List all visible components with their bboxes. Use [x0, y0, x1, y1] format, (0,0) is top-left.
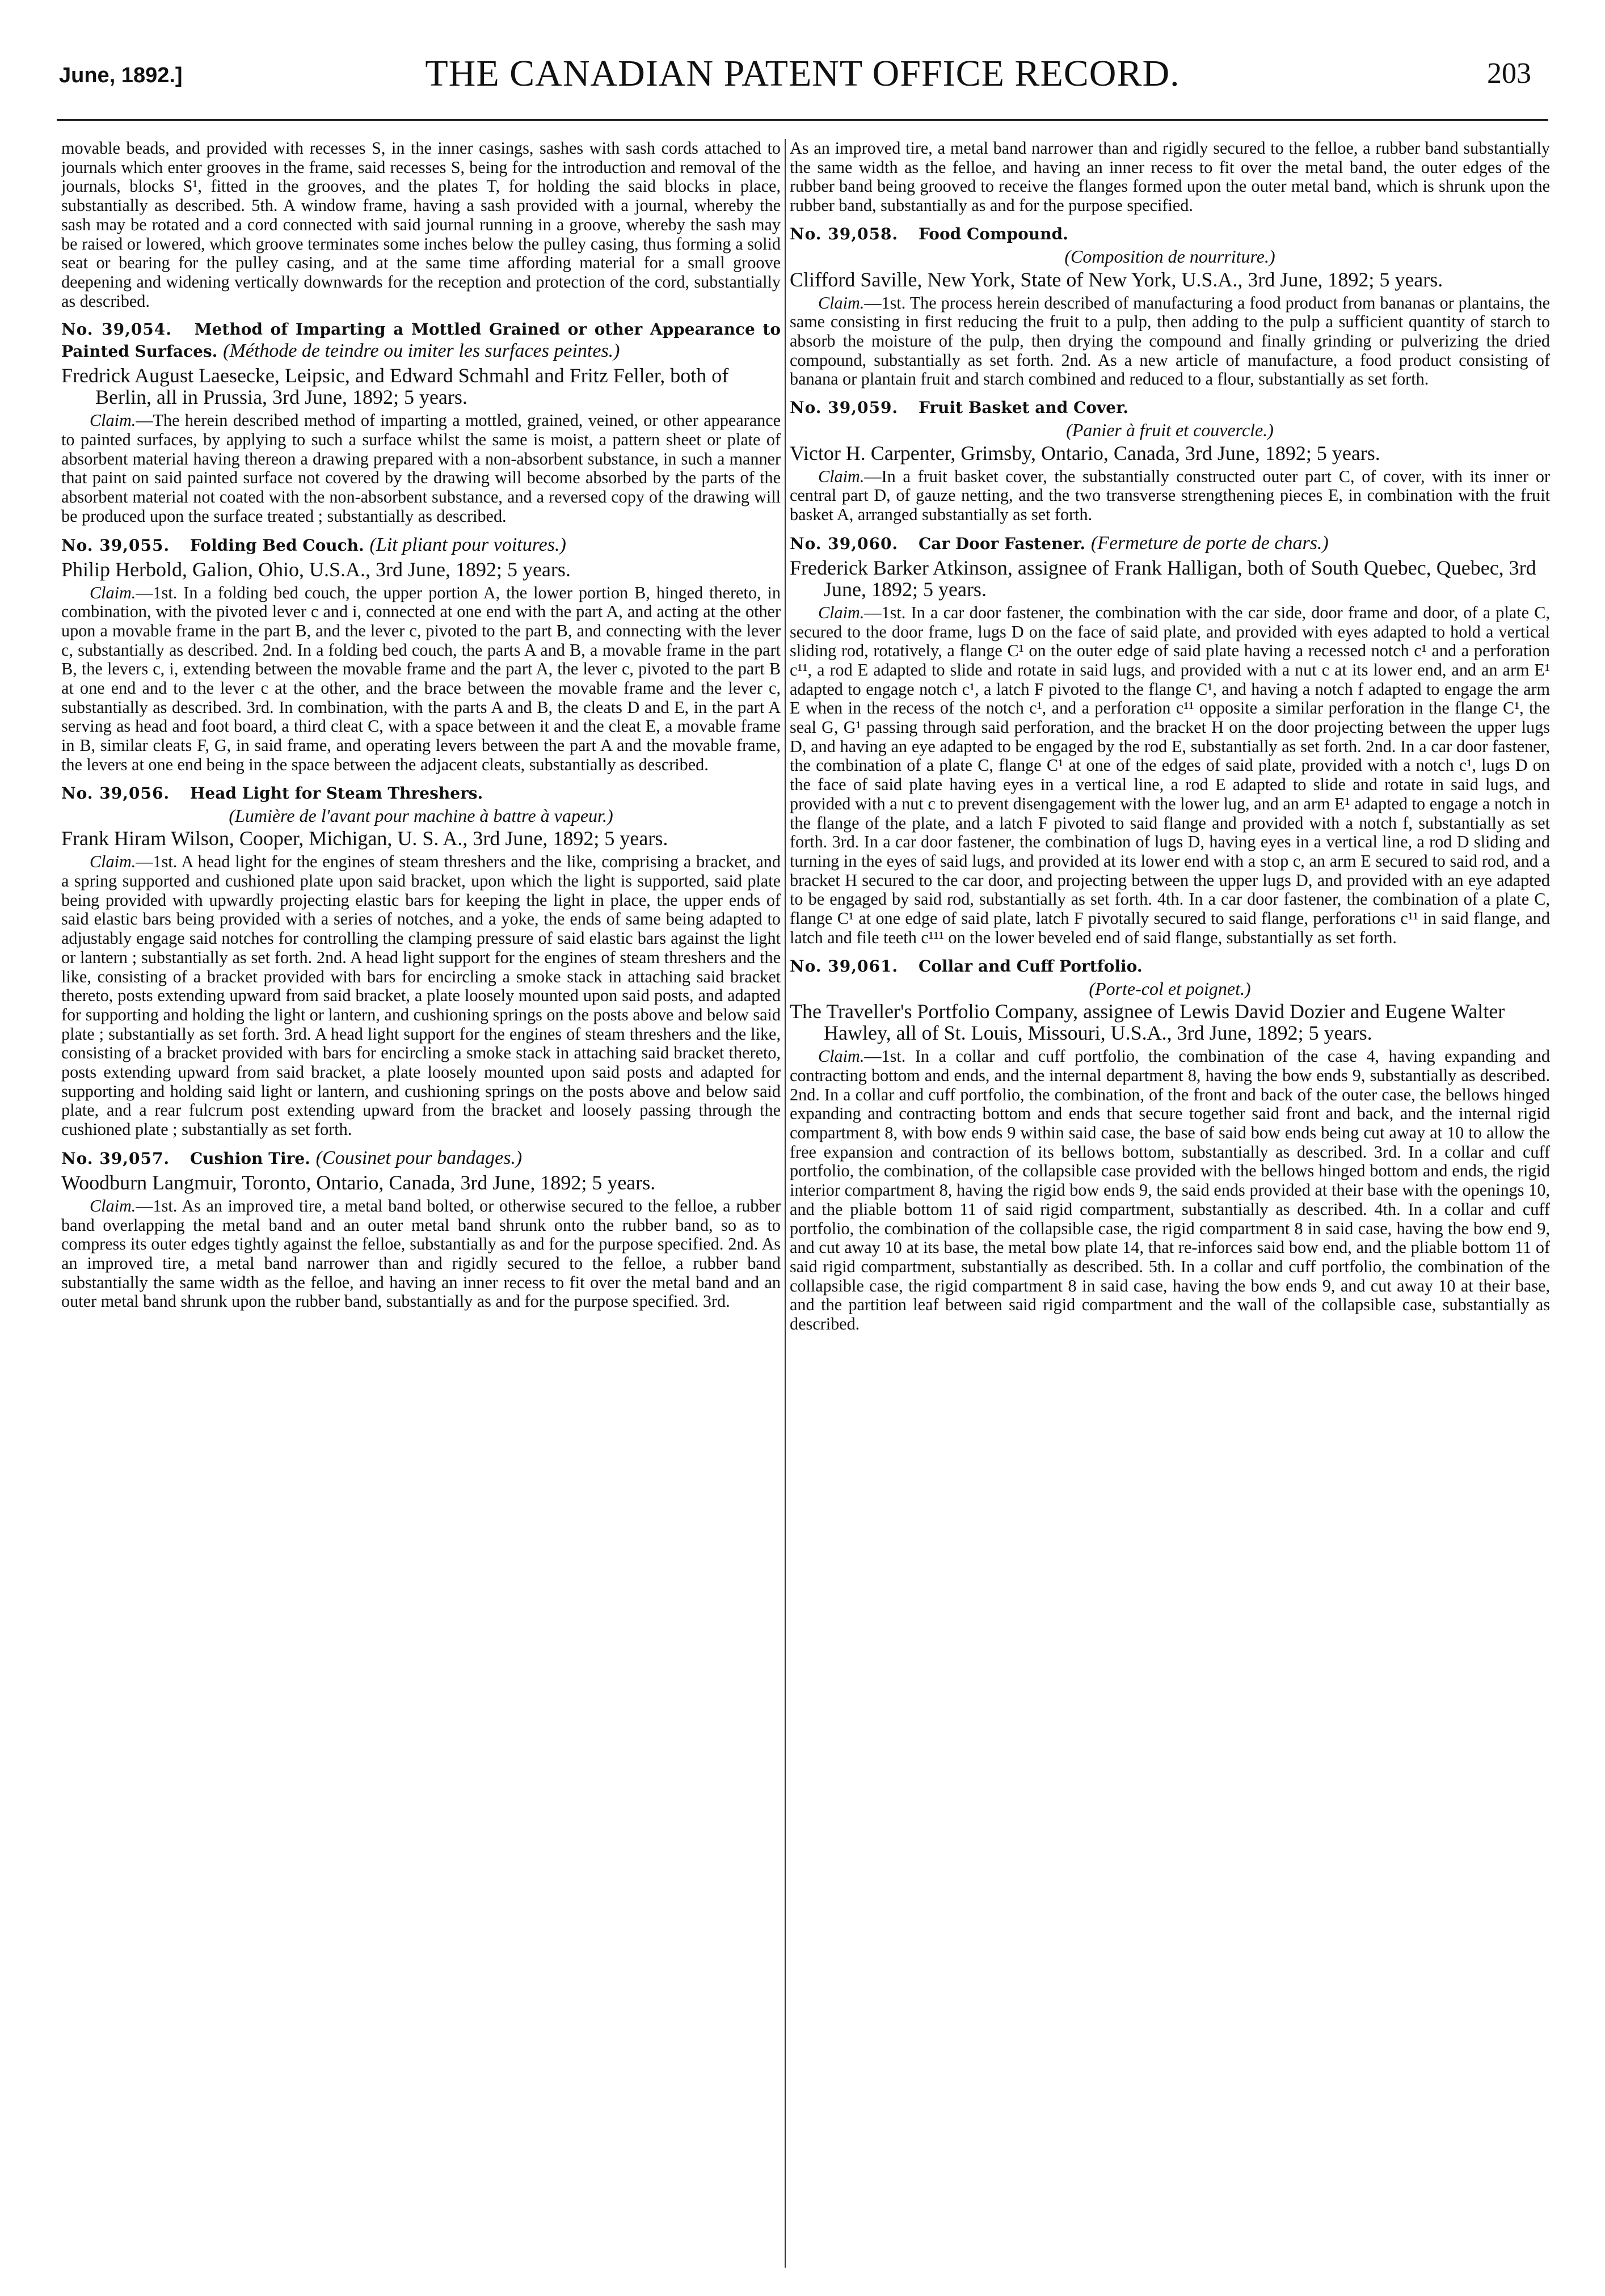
inventor-line: Clifford Saville, New York, State of New York, U.S.A., 3rd June, 1892; 5 years.: [790, 268, 1443, 291]
inventor-line: Philip Herbold, Galion, Ohio, U.S.A., 3rd June, 1892; 5 years.: [61, 558, 571, 581]
claim-text: [61, 1197, 781, 1311]
claim-text: [61, 852, 781, 1139]
patent-number: No. 39,054.: [61, 320, 172, 339]
patent-heading: [790, 397, 1550, 419]
claim-body: —1st. In a collar and cuff portfolio, the combination of the case 4, having expanding and contracting bottom and ends, and the internal department 8, having the bow ends 9, substantially as described. 2nd. In a collar and cuff portfolio, the combination, of the front and back of the outer case, the bellows hinged expanding and contracting bottom and ends that secure together said front and back, and the internal rigid compartment 8, with bow ends 9 within said case, the base of said bow ends being cut away at 10 to allow the free expansion and contraction of its bellows bottom, substantially as described. 3rd. In a collar and cuff portfolio, the combination, of the collapsible case provided with the bellows hinged bottom and ends, the rigid interior compartment 8, having the rigid bow ends 9, the said ends provided at their base with the openings 10, and the pliable bottom 11 of said rigid compartment, substantially as described. 4th. In a collar and cuff portfolio, the combination of the collapsible case, the rigid compartment 8 in said case, having the bow end 9, and cut away 10 at its base, the metal bow plate 14, that re-inforces said bow end, and the pliable bottom 11 of said rigid compartment, substantially as described. 5th. In a collar and cuff portfolio, the combination of the collapsible case, the rigid compartment 8 in said case, having the bow ends 9, and cut away 10 at their base, and the partition leaf between said rigid compartment and the wall of the collapsible case, substantially as described.: [790, 1046, 1550, 1334]
continued-claim-text: As an improved tire, a metal band narrower than and rigidly secured to the felloe, a rubber band substantially the same width as the felloe, and having an inner recess to fit over the metal band, the outer edges of the rubber band being grooved to receive the flanges formed upon the outer metal band, which is shrunk upon the rubber band, substantially as and for the purpose specified.: [790, 139, 1550, 216]
patent-record-39058: [790, 223, 1550, 389]
inventor-line: Victor H. Carpenter, Grimsby, Ontario, Canada, 3rd June, 1892; 5 years.: [790, 441, 1380, 465]
patent-heading: [790, 533, 1550, 555]
inventor-line: The Traveller's Portfolio Company, assignee of Lewis David Dozier and Eugene Walter Hawley, all of St. Louis, Missouri, U.S.A., 3rd June, 1892; 5 years.: [790, 1000, 1505, 1045]
claim-label: Claim.: [90, 852, 136, 872]
patent-record-39060: [790, 533, 1550, 948]
claim-text: [790, 603, 1550, 948]
patent-title: Collar and Cuff Portfolio.: [918, 956, 1143, 976]
patent-title: Head Light for Steam Threshers.: [189, 783, 483, 803]
claim-body: —1st. A head light for the engines of steam threshers and the like, comprising a bracket, and a spring supported and cushioned plate upon said bracket, upon which the light is supported, said plate being provided with upwardly projecting elastic bars for keeping the light in place, the upper ends of said elastic bars being provided with a series of notches, and a yoke, the ends of same being adapted to adjustably engage said notches for controlling the clamping pressure of said elastic bars against the light or lantern ; substantially as set forth. 2nd. A head light support for the engines of steam threshers and the like, consisting of a bracket provided with bars for encircling a smoke stack in attaching said bracket thereto, posts extending upward from said bracket, a plate loosely mounted upon said posts, and adapted for supporting and holding the light or lantern, and cushioning springs on the posts above and below said plate ; substantially as set forth. 3rd. A head light support for the engines of steam threshers and the like, consisting of a bracket provided with bars for encircling a smoke stack in attaching said bracket thereto, posts extending upward from said bracket, a plate loosely mounted upon said posts and adapted for supporting and holding said light or lantern, and cushioning springs on the posts above and below said plate, and a rear fulcrum post extending upward from the bracket and loosely passing through the cushioned plate ; substantially as set forth.: [61, 852, 781, 1139]
claim-label: Claim.: [818, 293, 865, 313]
claim-label: Claim.: [90, 411, 136, 430]
patent-number: No. 39,056.: [61, 783, 170, 803]
french-title: (Lumière de l'avant pour machine à battre à vapeur.): [229, 805, 613, 826]
header-date: June, 1892.]: [59, 64, 183, 87]
french-title: (Porte-col et poignet.): [1089, 978, 1251, 999]
patent-title: Cushion Tire.: [189, 1149, 310, 1168]
patent-number: No. 39,055.: [61, 535, 170, 555]
patent-number: No. 39,060.: [790, 534, 899, 553]
patent-record-39061: [790, 956, 1550, 1334]
header-rule: [57, 119, 1548, 121]
patent-record-39057: [61, 1147, 781, 1311]
claim-body: —1st. As an improved tire, a metal band bolted, or otherwise secured to the felloe, a rubber band overlapping the metal band and an outer metal band shrunk onto the rubber band, so as to compress its outer edges tightly against the felloe, substantially as and for the purpose specified. 2nd. As an improved tire, a metal band narrower than and rigidly secured to the felloe, a rubber band substantially the same width as the felloe, and having an inner recess to fit over the metal band and an outer metal band shrunk upon the rubber band, substantially as and for the purpose specified. 3rd.: [61, 1196, 781, 1311]
french-title: (Cousinet pour bandages.): [315, 1147, 523, 1168]
left-column: [61, 139, 781, 2273]
claim-label: Claim.: [818, 602, 865, 622]
patent-number: No. 39,061.: [790, 956, 899, 976]
page-header: [0, 0, 1605, 130]
inventor-line: Woodburn Langmuir, Toronto, Ontario, Canada, 3rd June, 1892; 5 years.: [61, 1171, 656, 1194]
patent-record-39059: [790, 397, 1550, 525]
right-column: [790, 139, 1550, 2273]
patent-record-39054: [61, 319, 781, 526]
claim-label: Claim.: [818, 1046, 865, 1066]
french-title: (Méthode de teindre ou imiter les surfaces peintes.): [223, 340, 620, 362]
patent-title: Folding Bed Couch.: [189, 535, 364, 555]
claim-label: Claim.: [818, 466, 865, 486]
patent-heading: [61, 534, 781, 556]
french-title: (Lit pliant pour voitures.): [369, 534, 566, 555]
page-number: 203: [1487, 57, 1531, 90]
french-title: (Composition de nourriture.): [1064, 246, 1275, 267]
claim-text: [790, 1047, 1550, 1334]
claim-label: Claim.: [90, 1196, 136, 1215]
patent-title: Method of Imparting a Mottled Grained or other Appearance to Painted Surfaces.: [61, 320, 781, 361]
publication-title: THE CANADIAN PATENT OFFICE RECORD.: [425, 53, 1180, 94]
patent-title: Food Compound.: [918, 224, 1068, 243]
claim-text: [790, 294, 1550, 390]
patent-heading: [790, 223, 1550, 245]
patent-title: Car Door Fastener.: [918, 534, 1086, 553]
patent-number: No. 39,057.: [61, 1149, 170, 1168]
claim-text: [790, 467, 1550, 525]
inventor-line: Frank Hiram Wilson, Cooper, Michigan, U. S. A., 3rd June, 1892; 5 years.: [61, 827, 668, 850]
column-divider: [785, 139, 786, 2268]
claim-label: Claim.: [90, 583, 136, 602]
claim-body: —1st. In a car door fastener, the combination with the car side, door frame and door, of a plate C, secured to the door frame, lugs D on the face of said plate, and provided with eyes adapted to hold a vertical sliding rod, rotatively, a flange C¹ on the outer edge of said plate having a recessed notch c¹ and a perforation c¹¹, a rod E adapted to slide and rotate in said lugs, and provided with a nut c at its lower end, and an arm E¹ adapted to engage notch c¹, a latch F pivoted to the flange C¹, and having a notch f adapted to engage the arm E when in the recess of the notch c¹, and a perforation c¹¹ opposite a similar perforation in the flange C¹, the seal G, G¹ passing through said perforation, and the bracket H on the door projecting between the upper lugs D, and having an eye adapted to be engaged by the rod E, substantially as set forth. 2nd. In a car door fastener, the combination of a plate C, flange C¹ at one of the edges of said plate, provided with a notch c¹, lugs D on the face of said plate having eyes in a vertical line, a rod E adapted to slide and rotate in said lugs, and provided with a nut c to prevent disengagement with the lower lug, and an arm E¹ adapted to engage a notch in the flange of the plate, and a latch F pivoted to said flange and provided with a notch f, substantially as set forth. 3rd. In a car door fastener, the combination of lugs D, having eyes in a vertical line, a rod D sliding and turning in the eyes of said lugs, and provided at its lower end with a stop c, an arm E secured to said rod, and a bracket H secured to the car door, and projecting between the upper lugs D, and provided with an eye adapted to be engaged by said rod, substantially as set forth. 4th. In a car door fastener, the combination of a plate C, flange C¹ at one edge of said plate, latch F pivotally secured to said flange, perforations c¹¹ in said flange, and latch and file teeth c¹¹¹ on the lower beveled end of said flange, substantially as set forth.: [790, 602, 1550, 947]
inventor-line: Fredrick August Laesecke, Leipsic, and Edward Schmahl and Fritz Feller, both of Berlin, all in Prussia, 3rd June, 1892; 5 years.: [61, 364, 729, 409]
claim-body: —1st. The process herein described of manufacturing a food product from bananas or plantains, the same consisting in first reducing the fruit to a pulp, then adding to the pulp a sufficient quantity of starch to absorb the moisture of the pulp, then drying the compound and finally grinding or pulverizing the dried compound, substantially as set forth. 2nd. As a new article of manufacture, a food product consisting of banana or plantain fruit and starch combined and reduced to a flour, substantially as set forth.: [790, 293, 1550, 389]
french-title: (Panier à fruit et couvercle.): [1066, 420, 1274, 441]
inventor-line: Frederick Barker Atkinson, assignee of Frank Halligan, both of South Quebec, Quebec, 3rd June, 1892; 5 years.: [790, 556, 1536, 601]
patent-heading: [61, 783, 781, 804]
patent-title: Fruit Basket and Cover.: [918, 398, 1129, 417]
patent-heading: [61, 319, 781, 362]
claim-text: [61, 411, 781, 526]
french-title: (Fermeture de porte de chars.): [1090, 532, 1329, 554]
continued-claim-text: movable beads, and provided with recesses S, in the inner casings, sashes with sash cords attached to journals which enter grooves in the frame, said recesses S, being for the introduction and removal of the journals, blocks S¹, fitted in the grooves, and the plates T, for holding the said blocks in place, substantially as described. 5th. A window frame, having a sash provided with a journal, whereby the sash may be rotated and a cord connected with said journal running in a groove, whereby the sash may be raised or lowered, which groove terminates some inches below the pulley casing, thus forming a solid seat or bearing for the pulley casing, and at the same time affording material for a small groove deepening and widening vertically downwards for the reception and protection of the cord, substantially as described.: [61, 139, 781, 311]
claim-text: [61, 584, 781, 775]
patent-number: No. 39,059.: [790, 398, 899, 417]
patent-record-39056: [61, 783, 781, 1139]
patent-heading: [790, 956, 1550, 977]
claim-body: —1st. In a folding bed couch, the upper portion A, the lower portion B, hinged thereto, in combination, with the pivoted lever c and i, connected at one end with the part A, and acting at the other upon a movable frame in the part B, and the lever c, pivoted to the part B, and connecting with the lever c, substantially as described. 2nd. In a folding bed couch, the parts A and B, a movable frame in the part B, the levers c, i, extending between the movable frame and the part A, the lever c, pivoted to the part B at one end and to the lever c at the other, and the brace between the movable frame and the lever c, substantially as described. 3rd. In combination, with the parts A and B, the cleats D and E, in the part A serving as head and foot board, a third cleat C, with a space between it and the cleat E, a movable frame in B, similar cleats F, G, in said frame, and operating levers between the part A and the movable frame, the levers at one end being in the space between the adjacent cleats, substantially as described.: [61, 583, 781, 774]
patent-record-39055: [61, 534, 781, 775]
patent-number: No. 39,058.: [790, 224, 899, 243]
claim-body: —The herein described method of imparting a mottled, grained, veined, or other appearance to painted surfaces, by applying to such a surface whilst the same is moist, a pattern sheet or plate of absorbent material having thereon a drawing prepared with a non-absorbent substance, in such a manner that paint on said painted surface not covered by the drawing will become absorbed by the parts of the absorbent material not coated with the non-absorbent substance, and a reversed copy of the drawing will be produced upon the surface treated ; substantially as described.: [61, 411, 781, 526]
claim-body: —In a fruit basket cover, the substantially constructed outer part C, of cover, with its inner or central part D, of gauze netting, and the two transverse strengthening pieces E, in combination with the fruit basket A, arranged substantially as set forth.: [790, 466, 1550, 525]
patent-heading: [61, 1147, 781, 1170]
